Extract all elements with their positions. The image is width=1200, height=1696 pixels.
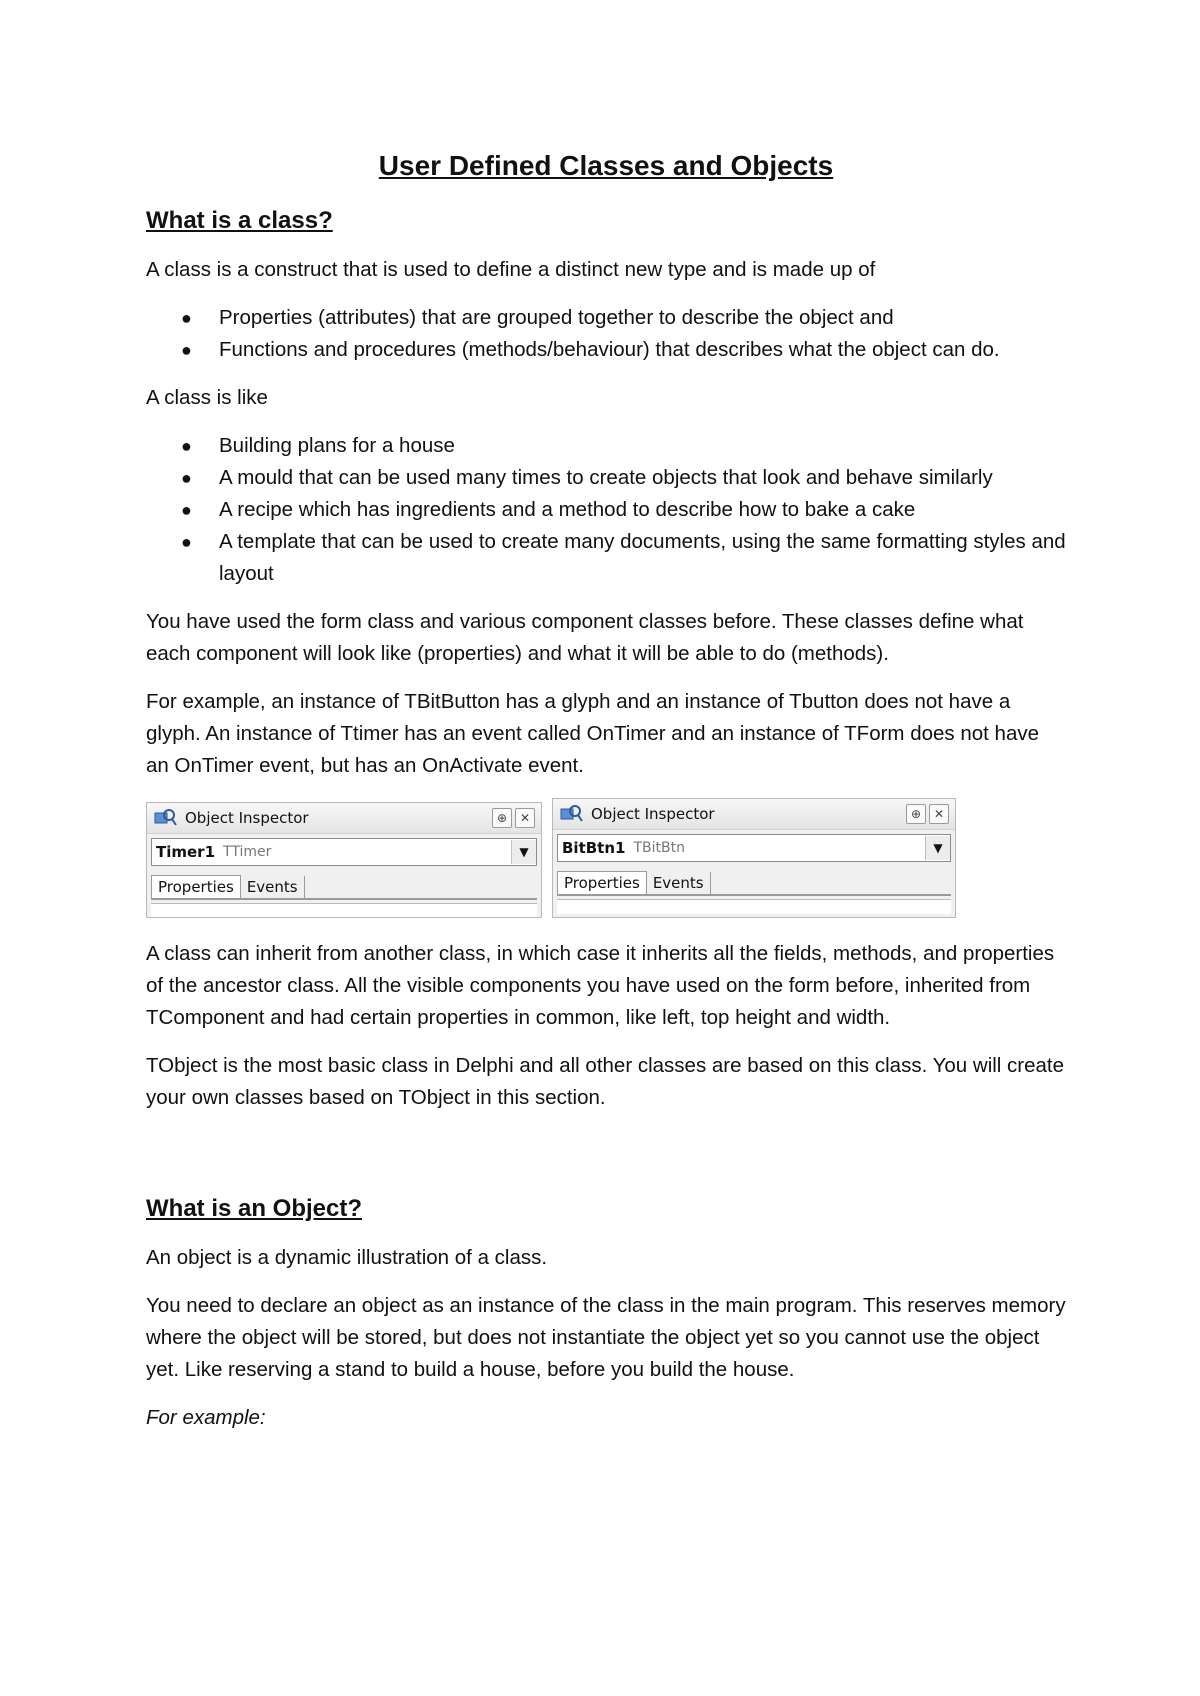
component-selector[interactable]: Timer1 TTimer ▼ xyxy=(151,838,537,866)
bullet-icon: ● xyxy=(181,308,192,328)
page-title: User Defined Classes and Objects xyxy=(378,150,834,181)
close-icon[interactable]: ✕ xyxy=(515,808,535,828)
list-item: ● A recipe which has ingredients and a method to describe how to bake a cake xyxy=(219,494,1066,526)
section-heading-class: What is a class? xyxy=(146,207,333,234)
object-inspector-bitbtn xyxy=(552,798,956,918)
bullet-icon: ● xyxy=(181,468,192,488)
spacer xyxy=(146,1130,1066,1194)
class-like-intro: A class is like xyxy=(146,386,268,409)
close-icon[interactable]: ✕ xyxy=(929,804,949,824)
bullet-icon: ● xyxy=(181,340,192,360)
list-item: ● A template that can be used to create many documents, using the same formatting styles and layout xyxy=(219,526,1066,590)
inspector-header: Object Inspector ⊕ ✕ xyxy=(553,799,955,830)
tab-events[interactable]: Events xyxy=(647,872,711,894)
tab-properties[interactable]: Properties xyxy=(557,871,647,894)
paragraph-tobject: TObject is the most basic class in Delphi and all other classes are based on this class. You will create your own classes based on TObject in this section. xyxy=(146,1054,1065,1109)
tab-events[interactable]: Events xyxy=(241,876,305,898)
inspector-tabs xyxy=(557,868,951,896)
list-item: ● Properties (attributes) that are grouped together to describe the object and xyxy=(219,302,1066,334)
bullet-icon: ● xyxy=(181,500,192,520)
paragraph-form-class: You have used the form class and various component classes before. These classes define what each component will look like (properties) and what it will be able to do (methods). xyxy=(146,610,1024,665)
list-item: ● Building plans for a house xyxy=(219,430,1066,462)
object-inspector-screenshots xyxy=(146,798,1066,916)
object-definition: An object is a dynamic illustration of a class. xyxy=(146,1246,548,1269)
chevron-down-icon[interactable]: ▼ xyxy=(925,836,950,860)
pin-icon[interactable]: ⊕ xyxy=(492,808,512,828)
document-content xyxy=(146,148,1066,1450)
bullet-icon: ● xyxy=(181,532,192,552)
paragraph-inheritance: A class can inherit from another class, in which case it inherits all the fields, methods, and properties of the ancestor class. All the visible components you have used on the form before, inherited from TComponent and had certain properties in common, like left, top height and width. xyxy=(146,942,1055,1029)
object-inspector-timer xyxy=(146,802,542,918)
list-item: ● A mould that can be used many times to create objects that look and behave similarly xyxy=(219,462,1066,494)
property-row xyxy=(557,899,951,914)
property-row xyxy=(151,903,537,918)
inspector-tabs xyxy=(151,872,537,900)
tab-properties[interactable]: Properties xyxy=(151,875,241,898)
component-selector[interactable]: BitBtn1 TBitBtn ▼ xyxy=(557,834,951,862)
object-inspector-icon xyxy=(153,807,177,829)
class-components-list xyxy=(146,302,1066,366)
class-analogies-list xyxy=(146,430,1066,590)
chevron-down-icon[interactable]: ▼ xyxy=(511,840,536,864)
class-intro: A class is a construct that is used to define a distinct new type and is made up of xyxy=(146,258,876,281)
example-label: For example: xyxy=(146,1406,266,1429)
bullet-icon: ● xyxy=(181,436,192,456)
object-inspector-icon xyxy=(559,803,583,825)
section-heading-object: What is an Object? xyxy=(146,1195,363,1222)
list-item: ● Functions and procedures (methods/behaviour) that describes what the object can do. xyxy=(219,334,1066,366)
pin-icon[interactable]: ⊕ xyxy=(906,804,926,824)
paragraph-example-tbitbutton: For example, an instance of TBitButton has a glyph and an instance of Tbutton does not have a glyph. An instance of Ttimer has an event called OnTimer and an instance of TForm does not have an OnTimer event, but has an OnActivate event. xyxy=(146,690,1040,777)
paragraph-declare-object: You need to declare an object as an instance of the class in the main program. This reserves memory where the object will be stored, but does not instantiate the object yet so you cannot use the object yet. Like reserving a stand to build a house, before you build the house. xyxy=(146,1294,1066,1381)
inspector-header: Object Inspector ⊕ ✕ xyxy=(147,803,541,834)
